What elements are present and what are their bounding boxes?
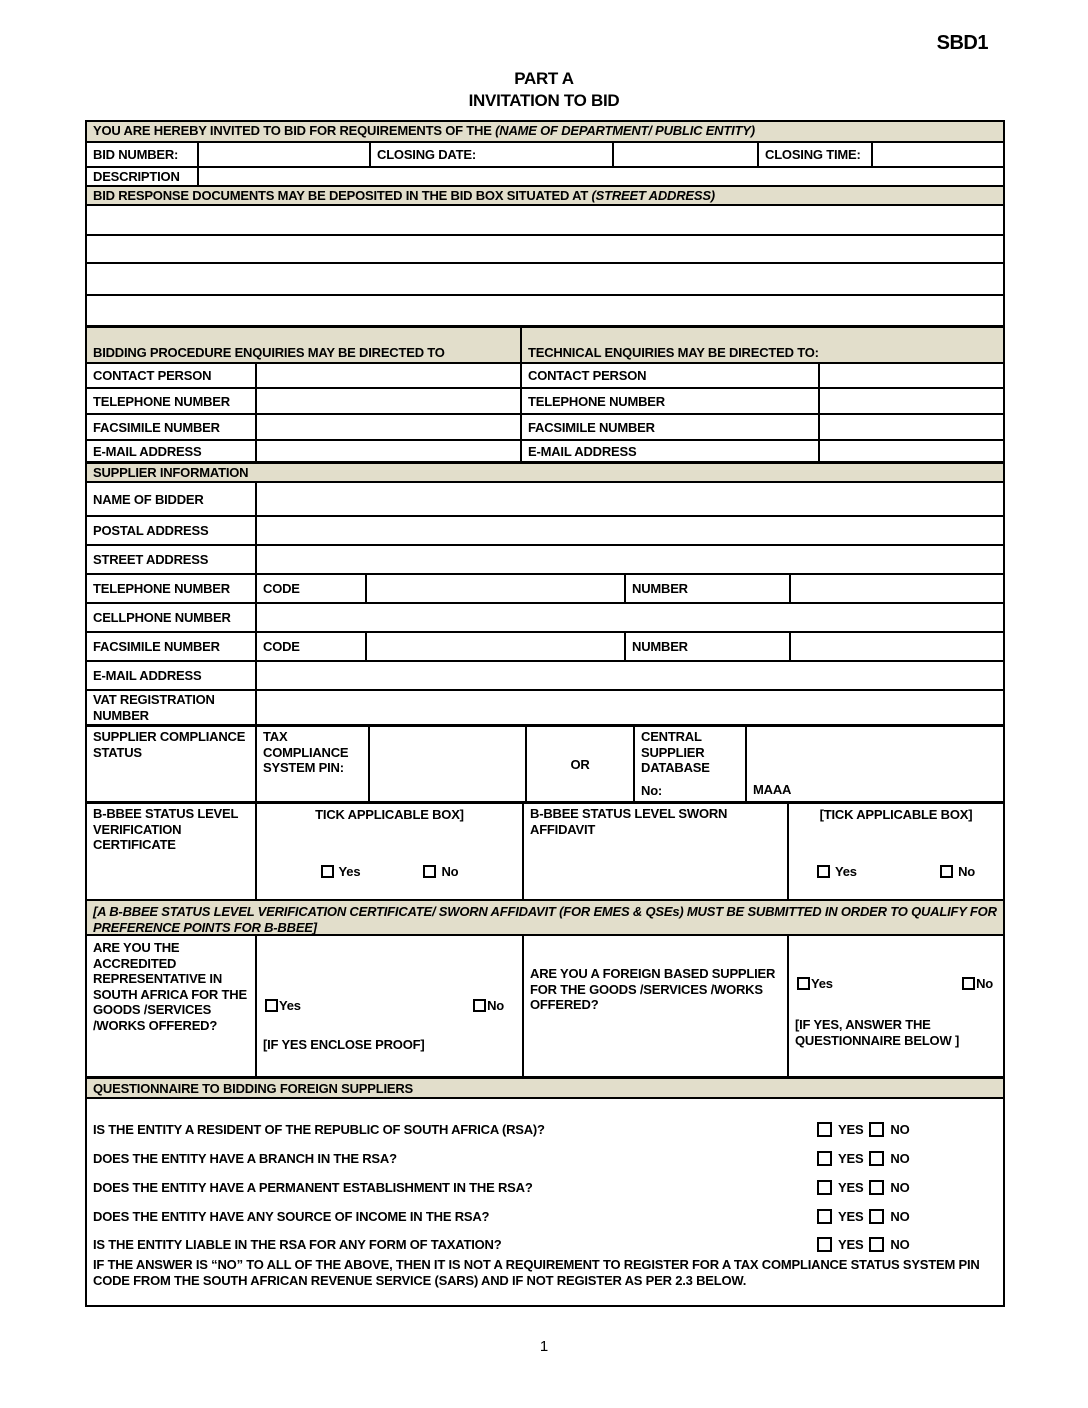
deposit-text: BID RESPONSE DOCUMENTS MAY BE DEPOSITED IN THE BID BOX SITUATED AT [93, 188, 589, 203]
accredited-row [87, 936, 1003, 1079]
telephone-number-label: NUMBER [626, 575, 791, 602]
questionnaire-header-row [87, 1079, 1003, 1099]
q3-yes-label: YES [838, 1180, 864, 1195]
maaa-prefix: MAAA [753, 782, 792, 797]
q4-yes-label: YES [838, 1209, 864, 1224]
q5-no-checkbox[interactable] [869, 1237, 884, 1252]
vat-label: VAT REGISTRATION NUMBER [87, 691, 257, 724]
foreign-no-label: No [976, 976, 993, 991]
telephone-row [87, 389, 1003, 415]
deposit-address-line-4[interactable] [87, 296, 1003, 325]
questionnaire-item [87, 1115, 1003, 1144]
questionnaire-note: IF THE ANSWER IS “NO” TO ALL OF THE ABOVE, THEN IT IS NOT A REQUIREMENT TO REGISTER FOR A TAX COMPLIANCE STATUS SYSTEM PIN CODE FROM THE SOUTH AFRICAN REVENUE SERVICE (SARS) AND IF NOT REGISTER AS PER 2.3 BELOW. [93, 1257, 980, 1288]
foreign-supplier-question: ARE YOU A FOREIGN BASED SUPPLIER FOR THE GOODS /SERVICES /WORKS OFFERED? [524, 936, 789, 1076]
questionnaire-body [87, 1099, 1003, 1305]
deposit-blank-row [87, 206, 1003, 236]
accredited-question: ARE YOU THE ACCREDITED REPRESENTATIVE IN SOUTH AFRICA FOR THE GOODS /SERVICES /WORKS OFFERED? [87, 936, 257, 1076]
bbee-row [87, 804, 1003, 901]
bbee-affidavit-yes-checkbox[interactable] [817, 865, 830, 878]
description-row [87, 168, 1003, 187]
bidding-contact-person-label: CONTACT PERSON [87, 364, 257, 387]
q3-yes-checkbox[interactable] [817, 1180, 832, 1195]
bbee-cert-yes-checkbox[interactable] [321, 865, 334, 878]
bbee-affidavit-no-option [940, 864, 975, 879]
facsimile-code-label: CODE [257, 633, 367, 660]
bidding-telephone-field[interactable] [257, 389, 522, 413]
technical-email-field[interactable] [820, 441, 1003, 461]
q3-options [817, 1180, 995, 1195]
q1-no-label: NO [890, 1122, 910, 1137]
q1-text: IS THE ENTITY A RESIDENT OF THE REPUBLIC OF SOUTH AFRICA (RSA)? [93, 1122, 545, 1137]
deposit-address-line-3[interactable] [87, 264, 1003, 294]
tax-pin-label: TAX COMPLIANCE SYSTEM PIN: [257, 727, 370, 801]
accredited-answer-cell [257, 936, 524, 1076]
q4-yes-checkbox[interactable] [817, 1209, 832, 1224]
description-label: DESCRIPTION [87, 168, 199, 185]
bbee-cert-no-label: No [441, 864, 459, 879]
closing-date-label: CLOSING DATE: [371, 143, 614, 166]
bbee-cert-yes-option [321, 864, 361, 879]
foreign-yes-label: Yes [811, 976, 833, 991]
bidding-facsimile-field[interactable] [257, 415, 522, 439]
csd-no-label: No: [641, 782, 663, 798]
foreign-no-option [962, 976, 993, 991]
street-address-row [87, 546, 1003, 575]
q1-options [817, 1122, 995, 1137]
bidding-email-label: E-MAIL ADDRESS [87, 441, 257, 461]
q2-yes-label: YES [838, 1151, 864, 1166]
bid-number-row [87, 143, 1003, 168]
questionnaire-header: QUESTIONNAIRE TO BIDDING FOREIGN SUPPLIERS [93, 1080, 414, 1096]
questionnaire-item [87, 1173, 1003, 1202]
q4-no-checkbox[interactable] [869, 1209, 884, 1224]
technical-facsimile-label: FACSIMILE NUMBER [522, 415, 820, 439]
name-of-bidder-field[interactable] [257, 483, 1003, 515]
supplier-facsimile-row [87, 633, 1003, 662]
bbee-cert-yes-label: Yes [338, 864, 361, 879]
accredited-yes-option [265, 998, 301, 1013]
csd-maaa-field[interactable] [747, 727, 1003, 801]
accredited-yes-label: Yes [279, 998, 301, 1013]
form-titles [0, 68, 1088, 112]
q2-no-checkbox[interactable] [869, 1151, 884, 1166]
closing-time-field[interactable] [873, 143, 1003, 166]
telephone-number-field[interactable] [791, 575, 1003, 602]
bbee-cert-no-checkbox[interactable] [423, 865, 436, 878]
accredited-no-option [473, 998, 504, 1013]
deposit-blank-row [87, 264, 1003, 296]
technical-telephone-label: TELEPHONE NUMBER [522, 389, 820, 413]
name-of-bidder-row [87, 483, 1003, 517]
tax-pin-field[interactable] [370, 727, 527, 801]
bidding-contact-person-field[interactable] [257, 364, 522, 387]
bidding-email-field[interactable] [257, 441, 522, 461]
questionnaire-item [87, 1231, 1003, 1257]
q1-no-checkbox[interactable] [869, 1122, 884, 1137]
street-address-field[interactable] [257, 546, 1003, 573]
vat-field[interactable] [257, 691, 1003, 724]
deposit-blank-row [87, 296, 1003, 328]
accredited-proof-note: [IF YES ENCLOSE PROOF] [263, 1037, 425, 1052]
telephone-code-field[interactable] [367, 575, 626, 602]
bid-number-field[interactable] [199, 143, 371, 166]
cellphone-label: CELLPHONE NUMBER [87, 604, 257, 631]
contact-person-row [87, 364, 1003, 389]
supplier-telephone-row [87, 575, 1003, 604]
questionnaire-item [87, 1144, 1003, 1173]
facsimile-code-field[interactable] [367, 633, 626, 660]
facsimile-row [87, 415, 1003, 441]
closing-date-field[interactable] [614, 143, 759, 166]
accredited-no-checkbox[interactable] [473, 999, 486, 1012]
technical-contact-person-label: CONTACT PERSON [522, 364, 820, 387]
bbee-note: [A B-BBEE STATUS LEVEL VERIFICATION CERTIFICATE/ SWORN AFFIDAVIT (FOR EMES & QSEs) MUST BE SUBMITTED IN ORDER TO QUALIFY FOR PREFERENCE POINTS FOR B-BBEE] [93, 904, 997, 934]
deposit-address-line-1[interactable] [87, 206, 1003, 234]
supplier-info-header: SUPPLIER INFORMATION [93, 465, 249, 480]
questionnaire-item [87, 1202, 1003, 1231]
telephone-code-label: CODE [257, 575, 367, 602]
vat-row [87, 691, 1003, 727]
postal-address-row [87, 517, 1003, 546]
invite-header [87, 122, 1003, 141]
bbee-affidavit-tick-cell [789, 804, 1003, 899]
bidding-facsimile-label: FACSIMILE NUMBER [87, 415, 257, 439]
part-title: PART A [514, 69, 574, 88]
bbee-affidavit-no-label: No [958, 864, 975, 879]
bid-number-label: BID NUMBER: [87, 143, 199, 166]
accredited-options [263, 998, 516, 1013]
bbee-cert-tick-cell [257, 804, 524, 899]
technical-enquiries-header: TECHNICAL ENQUIRIES MAY BE DIRECTED TO: [522, 328, 1003, 362]
accredited-yes-checkbox[interactable] [265, 999, 278, 1012]
q5-text: IS THE ENTITY LIABLE IN THE RSA FOR ANY FORM OF TAXATION? [93, 1236, 502, 1252]
invitation-title: INVITATION TO BID [468, 91, 620, 110]
q2-options [817, 1151, 995, 1166]
deposit-header-row [87, 187, 1003, 206]
technical-email-label: E-MAIL ADDRESS [522, 441, 820, 461]
compliance-label: SUPPLIER COMPLIANCE STATUS [87, 727, 257, 801]
supplier-facsimile-label: FACSIMILE NUMBER [87, 633, 257, 660]
bbee-affidavit-yes-label: Yes [835, 864, 857, 879]
q4-options [817, 1209, 995, 1224]
bidding-telephone-label: TELEPHONE NUMBER [87, 389, 257, 413]
q5-yes-checkbox[interactable] [817, 1237, 832, 1252]
csd-label: CENTRAL SUPPLIER DATABASE [641, 729, 710, 775]
bbee-note-row [87, 901, 1003, 936]
cellphone-row [87, 604, 1003, 633]
cellphone-field[interactable] [257, 604, 1003, 631]
foreign-answer-cell [789, 936, 1003, 1076]
foreign-no-checkbox[interactable] [962, 977, 975, 990]
entity-placeholder: (NAME OF DEPARTMENT/ PUBLIC ENTITY) [495, 123, 755, 138]
deposit-header [87, 187, 1003, 204]
bbee-cert-options [263, 864, 516, 879]
foreign-yes-option [797, 976, 833, 991]
accredited-no-label: No [487, 998, 504, 1013]
q4-text: DOES THE ENTITY HAVE ANY SOURCE OF INCOME IN THE RSA? [93, 1209, 490, 1224]
email-row [87, 441, 1003, 464]
bbee-affidavit-yes-option [817, 864, 857, 879]
q3-no-label: NO [890, 1180, 910, 1195]
questionnaire-spacer [87, 1099, 1003, 1115]
foreign-yes-checkbox[interactable] [797, 977, 810, 990]
invite-text: YOU ARE HEREBY INVITED TO BID FOR REQUIREMENTS OF THE [93, 123, 492, 138]
tick-applicable-left: TICK APPLICABLE BOX] [315, 807, 464, 822]
q3-text: DOES THE ENTITY HAVE A PERMANENT ESTABLISHMENT IN THE RSA? [93, 1180, 533, 1195]
q1-yes-checkbox[interactable] [817, 1122, 832, 1137]
page-number: 1 [539, 1338, 549, 1355]
supplier-email-label: E-MAIL ADDRESS [87, 662, 257, 689]
foreign-answer-note: [IF YES, ANSWER THE QUESTIONNAIRE BELOW ] [795, 1017, 960, 1048]
supplier-email-row [87, 662, 1003, 691]
street-address-placeholder: (STREET ADDRESS) [591, 188, 715, 203]
q3-no-checkbox[interactable] [869, 1180, 884, 1195]
tick-applicable-right: [TICK APPLICABLE BOX] [819, 807, 973, 822]
description-field[interactable] [199, 168, 1003, 185]
supplier-info-header-row [87, 464, 1003, 483]
q1-yes-label: YES [838, 1122, 864, 1137]
q5-yes-label: YES [838, 1236, 864, 1252]
invite-header-row [87, 122, 1003, 143]
form-code: SBD1 [936, 32, 988, 54]
enquiries-header-row [87, 328, 1003, 364]
bbee-affidavit-no-checkbox[interactable] [940, 865, 953, 878]
bbee-affidavit-options [795, 864, 997, 879]
q2-text: DOES THE ENTITY HAVE A BRANCH IN THE RSA? [93, 1151, 397, 1166]
bidding-enquiries-header: BIDDING PROCEDURE ENQUIRIES MAY BE DIRECTED TO [87, 328, 522, 362]
postal-address-label: POSTAL ADDRESS [87, 517, 257, 544]
csd-cell [635, 727, 747, 801]
invitation-to-bid-table [85, 120, 1005, 1307]
q2-yes-checkbox[interactable] [817, 1151, 832, 1166]
compliance-row [87, 727, 1003, 804]
q4-no-label: NO [890, 1209, 910, 1224]
bbee-cert-label: B-BBEE STATUS LEVEL VERIFICATION CERTIFICATE [87, 804, 257, 899]
foreign-options [795, 976, 997, 991]
supplier-telephone-label: TELEPHONE NUMBER [87, 575, 257, 602]
deposit-blank-row [87, 236, 1003, 264]
or-label: OR [527, 727, 635, 801]
q2-no-label: NO [890, 1151, 910, 1166]
closing-time-label: CLOSING TIME: [759, 143, 873, 166]
deposit-address-line-2[interactable] [87, 236, 1003, 262]
name-of-bidder-label: NAME OF BIDDER [87, 483, 257, 515]
street-address-label: STREET ADDRESS [87, 546, 257, 573]
q5-no-label: NO [890, 1236, 910, 1252]
postal-address-field[interactable] [257, 517, 1003, 544]
facsimile-number-label: NUMBER [626, 633, 791, 660]
technical-facsimile-field[interactable] [820, 415, 1003, 439]
facsimile-number-field[interactable] [791, 633, 1003, 660]
bbee-affidavit-label: B-BBEE STATUS LEVEL SWORN AFFIDAVIT [524, 804, 789, 899]
supplier-email-field[interactable] [257, 662, 1003, 689]
bbee-cert-no-option [423, 864, 458, 879]
technical-contact-person-field[interactable] [820, 364, 1003, 387]
q5-options [817, 1237, 995, 1252]
technical-telephone-field[interactable] [820, 389, 1003, 413]
